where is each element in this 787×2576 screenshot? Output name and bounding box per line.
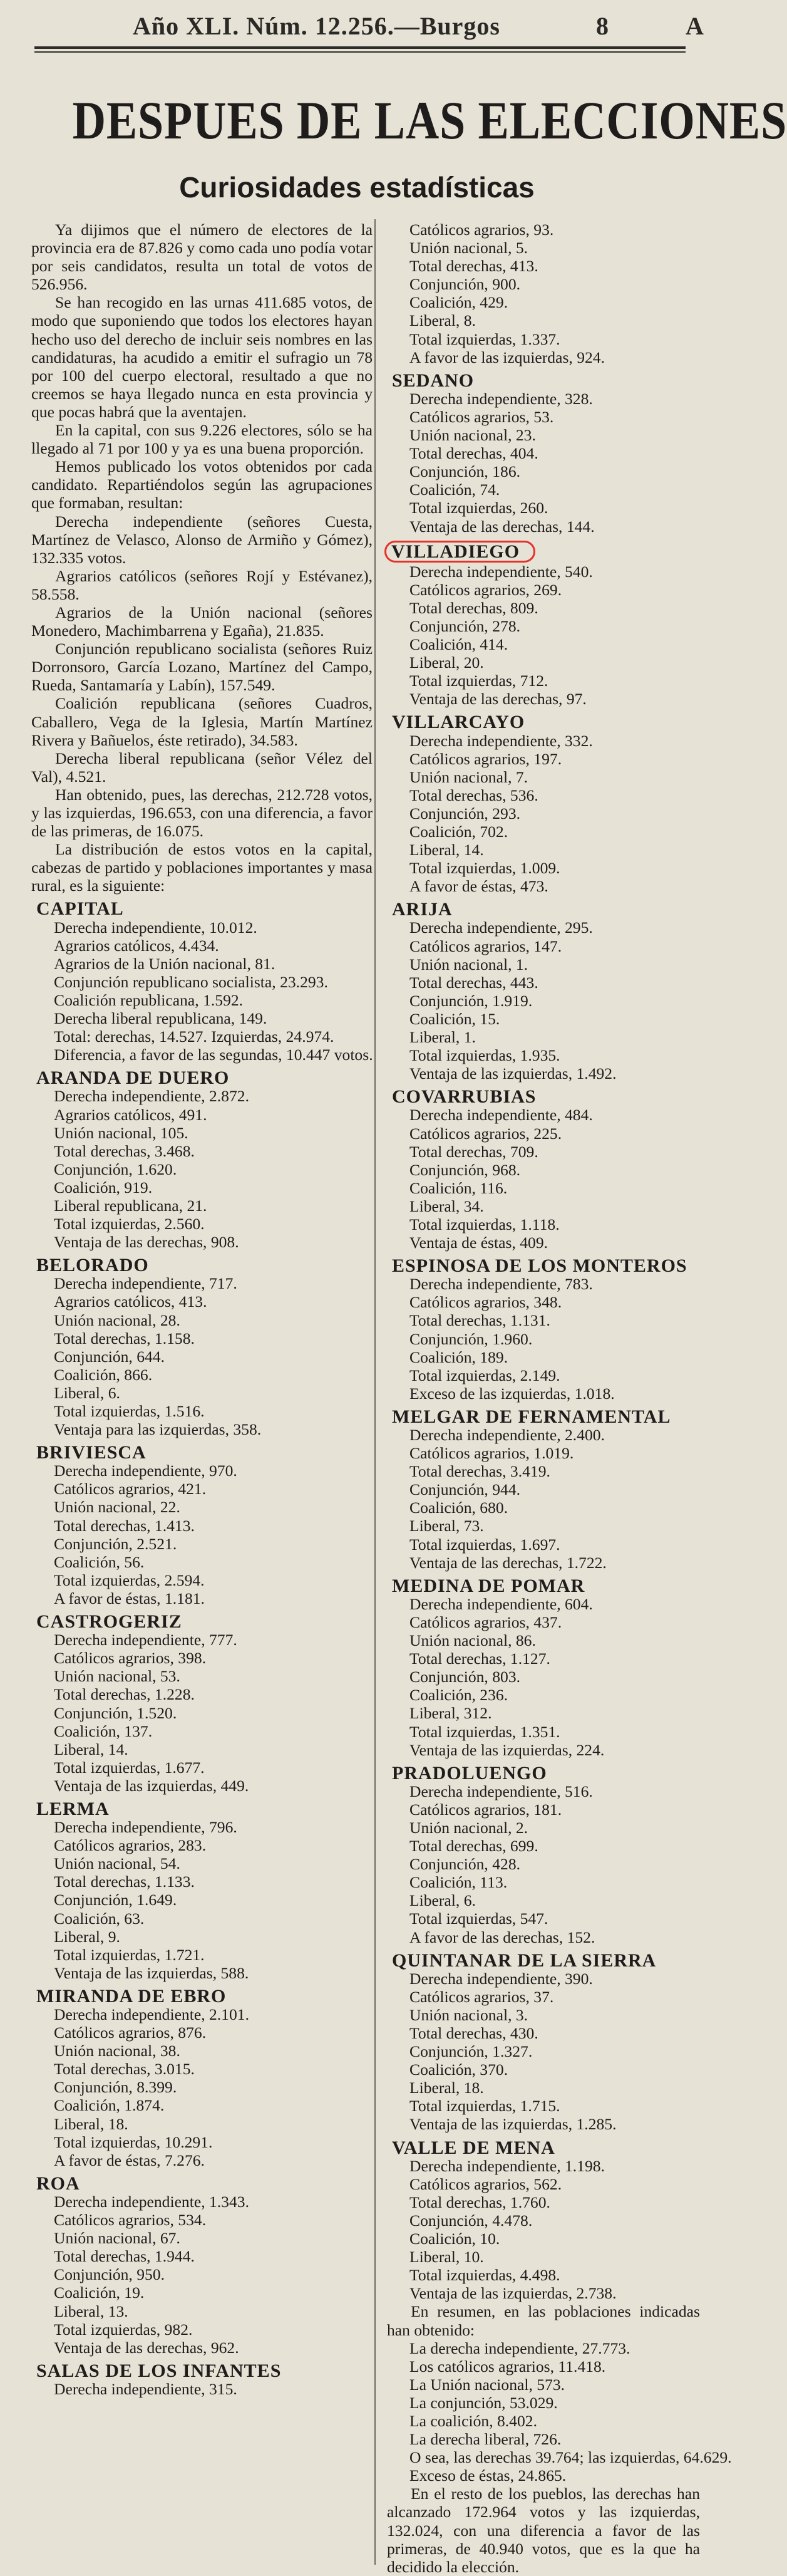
result-line: Conjunción, 944. (409, 1480, 521, 1499)
town-heading: SEDANO (392, 370, 475, 391)
result-line: Católicos agrarios, 283. (54, 1836, 207, 1855)
result-line: Derecha independiente, 783. (409, 1275, 593, 1294)
resumen-line: La derecha independiente, 27.773. (409, 2339, 630, 2357)
result-line: Coalición, 113. (409, 1873, 508, 1892)
group-result-paragraph: Conjunción republicano socialista (señores Ruiz Dorronsoro, García Lozano, Martínez del Campo, Rueda, Santamaría y Labín), 157.549. (31, 640, 373, 695)
right-column (387, 221, 732, 2576)
group-result-paragraph: Agrarios católicos (señores Rojí y Estévanez), 58.558. (31, 566, 373, 603)
result-line: A favor de las izquierdas, 924. (409, 348, 605, 366)
result-line: Total derechas, 443. (409, 973, 538, 992)
result-line: Liberal, 312. (409, 1704, 492, 1723)
town-heading: VALLE DE MENA (392, 2137, 555, 2158)
result-line: Ventaja de las izquierdas, 1.285. (409, 2115, 617, 2134)
result-line: Ventaja de las izquierdas, 224. (409, 1740, 605, 1759)
result-line: Unión nacional, 2. (409, 1818, 528, 1837)
town-heading: LERMA (36, 1798, 110, 1819)
result-line: Coalición, 63. (54, 1909, 145, 1928)
result-line: Derecha independiente, 332. (409, 731, 593, 750)
result-line: Unión nacional, 53. (54, 1667, 180, 1686)
resumen-line: La Unión nacional, 573. (409, 2375, 565, 2394)
result-line: Católicos agrarios, 348. (409, 1293, 562, 1312)
article-subhead: Curiosidades estadísticas (179, 171, 535, 204)
result-line: Católicos agrarios, 37. (409, 1987, 554, 2006)
result-line: Derecha independiente, 390. (409, 1969, 593, 1988)
result-line: Total izquierdas, 982. (54, 2320, 193, 2339)
left-column (31, 221, 373, 2398)
result-line: Coalición, 919. (54, 1178, 153, 1197)
result-line: Total izquierdas, 1.516. (54, 1402, 205, 1420)
result-line: Unión nacional, 22. (54, 1498, 180, 1517)
resumen-line: La coalición, 8.402. (409, 2411, 537, 2430)
group-result-paragraph: Coalición republicana (señores Cuadros, Caballero, Vega de la Iglesia, Martín Martínez Rivera y Bañuelos, éste retirado), 34.583. (31, 694, 373, 749)
result-line: Coalición, 19. (54, 2283, 145, 2302)
result-line: Agrarios de la Unión nacional, 81. (54, 954, 275, 973)
result-line: Coalición, 74. (409, 480, 500, 499)
body-paragraph: Hemos publicado los votos obtenidos por cada candidato. Repartiéndolos según las agrupaciones que formaban, resultan: (31, 457, 373, 512)
group-result-paragraph: Derecha independiente (señores Cuesta, Martínez de Velasco, Alonso de Armiño y Gómez), 132.335 votos. (31, 512, 373, 567)
result-line: Total izquierdas, 712. (409, 672, 548, 690)
summary-paragraph: Han obtenido, pues, las derechas, 212.728 votos, y las izquierdas, 196.653, con una diferencia, a favor de las primeras, de 16.075. (31, 785, 373, 841)
resumen-line: Los católicos agrarios, 11.418. (409, 2357, 606, 2376)
result-line: Total izquierdas, 1.337. (409, 330, 560, 348)
result-line: Coalición, 56. (54, 1552, 145, 1571)
result-line: Total derechas, 1.127. (409, 1649, 550, 1668)
group-result-paragraph: Agrarios de la Unión nacional (señores Monedero, Machimbarrena y Egaña), 21.835. (31, 603, 373, 640)
result-line: A favor de las derechas, 152. (409, 1928, 595, 1946)
resumen-line: Exceso de éstas, 24.865. (409, 2466, 567, 2485)
result-line: Coalición, 236. (409, 1686, 508, 1705)
result-line: Liberal, 73. (409, 1517, 484, 1535)
town-heading: MELGAR DE FERNAMENTAL (392, 1406, 671, 1427)
result-line: Ventaja de éstas, 409. (409, 1233, 548, 1252)
result-line: Derecha independiente, 10.012. (54, 918, 257, 937)
result-line: Unión nacional, 67. (54, 2229, 180, 2248)
result-line: Conjunción, 278. (409, 616, 521, 635)
result-line: Conjunción, 186. (409, 462, 521, 481)
result-line: Conjunción, 293. (409, 804, 521, 823)
result-line: Total derechas, 536. (409, 786, 538, 804)
result-line: Unión nacional, 23. (409, 426, 536, 445)
result-line: Unión nacional, 5. (409, 239, 528, 257)
result-line: Derecha independiente, 295. (409, 918, 593, 937)
result-line: Coalición, 189. (409, 1348, 508, 1366)
result-line: Liberal, 10. (409, 2248, 484, 2267)
result-line: Total izquierdas, 10.291. (54, 2132, 213, 2151)
group-result-paragraph: Derecha liberal republicana (señor Vélez del Val), 4.521. (31, 749, 373, 786)
result-line: Coalición, 414. (409, 635, 508, 654)
result-line: Derecha independiente, 2.400. (409, 1426, 605, 1444)
result-line: Liberal, 9. (54, 1927, 120, 1946)
town-heading: MIRANDA DE EBRO (36, 1985, 227, 2007)
result-line: Exceso de las izquierdas, 1.018. (409, 1384, 615, 1403)
result-line: Derecha independiente, 970. (54, 1462, 237, 1480)
result-line: Total derechas, 1.158. (54, 1329, 195, 1348)
result-line: Coalición, 10. (409, 2230, 500, 2248)
town-heading: BELORADO (36, 1255, 149, 1276)
result-line: Conjunción, 1.620. (54, 1160, 177, 1178)
result-line: Total derechas, 1.413. (54, 1516, 195, 1535)
result-line: Coalición, 137. (54, 1722, 153, 1740)
result-line: Total izquierdas, 1.721. (54, 1945, 205, 1964)
highlighted-town-name: VILLADIEGO (384, 541, 535, 563)
result-line: A favor de éstas, 7.276. (54, 2151, 205, 2169)
result-line: Ventaja de las derechas, 908. (54, 1233, 239, 1252)
result-line: Agrarios católicos, 4.434. (54, 936, 219, 955)
result-line: Conjunción, 428. (409, 1855, 521, 1874)
result-line: Conjunción, 1.520. (54, 1703, 177, 1722)
result-line: Liberal, 6. (409, 1891, 476, 1910)
result-line: Total izquierdas, 1.697. (409, 1535, 560, 1554)
body-paragraph: En la capital, con sus 9.226 electores, sólo se ha llegado al 71 por 100 y ya es una buena proporción. (31, 421, 373, 458)
body-paragraph: Ya dijimos que el número de electores de la provincia era de 87.826 y como cada uno podía votar por seis candidatos, resulta un total de votos de 526.956. (31, 221, 373, 294)
town-heading: ARIJA (392, 899, 453, 920)
result-line: Católicos agrarios, 147. (409, 937, 562, 955)
result-line: Unión nacional, 1. (409, 955, 528, 974)
result-line: Conjunción, 644. (54, 1347, 165, 1366)
result-line: A favor de éstas, 473. (409, 877, 548, 896)
result-line: Católicos agrarios, 421. (54, 1480, 207, 1498)
result-line: Coalición, 680. (409, 1498, 508, 1517)
result-line: Total izquierdas, 260. (409, 499, 548, 517)
result-line: Liberal, 14. (54, 1740, 128, 1758)
result-line: Unión nacional, 28. (54, 1311, 180, 1329)
result-line: Conjunción, 950. (54, 2265, 165, 2284)
result-line: Conjunción, 803. (409, 1668, 521, 1686)
result-line: Unión nacional, 54. (54, 1854, 180, 1873)
result-line: Católicos agrarios, 269. (409, 580, 562, 599)
result-line: Ventaja de las derechas, 144. (409, 517, 595, 536)
result-line: Total izquierdas, 4.498. (409, 2266, 560, 2285)
result-line: Derecha independiente, 604. (409, 1594, 593, 1613)
result-line: Total derechas, 1.228. (54, 1685, 195, 1704)
result-line: Derecha independiente, 2.872. (54, 1087, 249, 1106)
result-line: Católicos agrarios, 181. (409, 1800, 562, 1819)
result-line: Conjunción, 1.960. (409, 1329, 533, 1348)
result-line: Total derechas, 1.133. (54, 1872, 195, 1891)
result-line: Ventaja de las izquierdas, 449. (54, 1776, 249, 1795)
masthead-fragment: A (686, 12, 704, 40)
result-line: Total izquierdas, 2.560. (54, 1215, 205, 1233)
town-heading: COVARRUBIAS (392, 1086, 537, 1108)
article-headline: DESPUES DE LAS ELECCIONES (72, 90, 787, 150)
result-line: Liberal, 1. (409, 1028, 476, 1047)
masthead-rule (34, 46, 686, 49)
result-line: Total derechas, 430. (409, 2024, 538, 2042)
result-line: Conjunción, 1.649. (54, 1891, 177, 1909)
result-line: Ventaja para las izquierdas, 358. (54, 1420, 262, 1439)
result-line: Conjunción, 900. (409, 275, 521, 294)
result-line: Coalición, 429. (409, 293, 508, 312)
result-line: Conjunción, 8.399. (54, 2078, 177, 2097)
result-line: Unión nacional, 86. (409, 1631, 536, 1650)
result-line: Liberal, 13. (54, 2302, 128, 2320)
town-heading: ARANDA DE DUERO (36, 1067, 230, 1089)
result-line: Católicos agrarios, 53. (409, 407, 554, 426)
result-line: Unión nacional, 3. (409, 2005, 528, 2024)
result-line: Total izquierdas, 547. (409, 1909, 548, 1928)
result-line: Total: derechas, 14.527. Izquierdas, 24.974. (54, 1027, 334, 1046)
result-line: Total derechas, 1.131. (409, 1311, 550, 1330)
result-line: Derecha independiente, 1.198. (409, 2156, 605, 2175)
result-line: Liberal, 14. (409, 841, 484, 860)
result-line: Total derechas, 404. (409, 444, 538, 463)
result-line: Católicos agrarios, 437. (409, 1613, 562, 1631)
result-line: Liberal, 18. (54, 2114, 128, 2133)
result-line: Total izquierdas, 1.935. (409, 1046, 560, 1065)
resumen-line: La derecha liberal, 726. (409, 2430, 562, 2449)
result-line: Coalición republicana, 1.592. (54, 990, 244, 1009)
result-line: Total izquierdas, 2.594. (54, 1571, 205, 1589)
result-line: Total derechas, 699. (409, 1837, 538, 1856)
town-heading: QUINTANAR DE LA SIERRA (392, 1950, 657, 1971)
result-line: Conjunción, 2.521. (54, 1534, 177, 1553)
result-line: Católicos agrarios, 534. (54, 2211, 207, 2230)
result-line: Derecha independiente, 796. (54, 1818, 237, 1837)
result-line: Agrarios católicos, 491. (54, 1105, 207, 1124)
result-line: Coalición, 702. (409, 823, 508, 841)
result-line: Coalición, 866. (54, 1365, 153, 1384)
result-line: Derecha independiente, 777. (54, 1631, 237, 1649)
result-line: Derecha independiente, 1.343. (54, 2192, 249, 2211)
result-line: Conjunción, 4.478. (409, 2211, 533, 2230)
town-heading: SALAS DE LOS INFANTES (36, 2360, 282, 2381)
result-line: Total derechas, 1.944. (54, 2247, 195, 2266)
result-line: Conjunción, 1.327. (409, 2042, 533, 2061)
result-line: Total derechas, 709. (409, 1142, 538, 1161)
town-heading: CAPITAL (36, 898, 124, 920)
result-line: Liberal, 18. (409, 2079, 484, 2097)
resumen-line: O sea, las derechas 39.764; las izquierdas, 64.629. (409, 2448, 732, 2467)
result-line: Coalición, 15. (409, 1009, 500, 1028)
result-line: Católicos agrarios, 562. (409, 2174, 562, 2193)
result-line: Derecha independiente, 516. (409, 1782, 593, 1800)
town-heading: BRIVIESCA (36, 1442, 147, 1463)
result-line: Derecha independiente, 540. (409, 562, 593, 581)
result-line: Total derechas, 413. (409, 257, 538, 276)
result-line: Unión nacional, 38. (54, 2042, 180, 2060)
result-line: Ventaja de las derechas, 1.722. (409, 1553, 607, 1572)
resumen-intro: En resumen, en las poblaciones indicadas han obtenido: (387, 2302, 700, 2339)
town-heading: VILLARCAYO (392, 712, 525, 733)
town-heading: MEDINA DE POMAR (392, 1575, 585, 1596)
result-line: Conjunción, 1.919. (409, 991, 533, 1010)
result-line: Conjunción, 968. (409, 1160, 521, 1179)
town-heading (387, 541, 700, 563)
result-line: Derecha independiente, 328. (409, 389, 593, 408)
result-line: Total derechas, 3.468. (54, 1141, 195, 1160)
result-line: Católicos agrarios, 876. (54, 2023, 207, 2042)
result-line: Liberal, 6. (54, 1383, 120, 1402)
result-line: Conjunción republicano socialista, 23.293. (54, 972, 328, 991)
result-line: Derecha independiente, 2.101. (54, 2005, 249, 2023)
result-line: Derecha liberal republicana, 149. (54, 1009, 267, 1028)
result-line: Total izquierdas, 1.715. (409, 2097, 560, 2116)
result-line: Agrarios católicos, 413. (54, 1292, 207, 1311)
result-line: Total izquierdas, 1.118. (409, 1215, 560, 1233)
result-line: Unión nacional, 7. (409, 767, 528, 786)
masthead-page-number: 8 (596, 12, 609, 40)
result-line: Liberal, 34. (409, 1197, 484, 1215)
result-line: Ventaja de las izquierdas, 2.738. (409, 2284, 617, 2303)
result-line: Derecha independiente, 717. (54, 1274, 237, 1293)
result-line: Total derechas, 809. (409, 598, 538, 617)
result-line: Coalición, 370. (409, 2060, 508, 2079)
result-line: Total izquierdas, 2.149. (409, 1366, 560, 1384)
column-rule (374, 219, 376, 2565)
result-line: Coalición, 1.874. (54, 2096, 165, 2115)
town-heading: PRADOLUENGO (392, 1762, 547, 1784)
result-line: Ventaja de las derechas, 962. (54, 2338, 239, 2357)
masthead (0, 0, 709, 44)
masthead-issue: Año XLI. Núm. 12.256.—Burgos (133, 12, 500, 40)
result-line: Liberal republicana, 21. (54, 1196, 207, 1215)
result-line: Total derechas, 3.419. (409, 1462, 550, 1481)
result-line: Coalición, 116. (409, 1178, 508, 1197)
result-line: Católicos agrarios, 398. (54, 1649, 207, 1668)
town-heading: ESPINOSA DE LOS MONTEROS (392, 1255, 687, 1277)
result-line: Total izquierdas, 1.351. (409, 1722, 560, 1741)
result-line: Unión nacional, 105. (54, 1123, 188, 1142)
body-paragraph: Se han recogido en las urnas 411.685 votos, de modo que suponiendo que todos los electores hayan hecho uso del derecho de incluir seis nombres en las candidaturas, ha acudido a emitir el sufragio un 78 por 100 del cuerpo electoral, resultado a que no creemos se haya llegado nunca en esta provincia y que pocas habrá que la aventajen. (31, 293, 373, 421)
result-line: Ventaja de las derechas, 97. (409, 690, 587, 709)
resumen-line: La conjunción, 53.029. (409, 2393, 558, 2412)
result-line: A favor de éstas, 1.181. (54, 1589, 205, 1607)
result-line: Liberal, 8. (409, 311, 476, 330)
result-line: Ventaja de las izquierdas, 588. (54, 1963, 249, 1982)
result-line: Total derechas, 3.015. (54, 2060, 195, 2079)
town-heading: ROA (36, 2173, 80, 2194)
result-line: Ventaja de las izquierdas, 1.492. (409, 1064, 617, 1083)
distribution-intro: La distribución de estos votos en la capital, cabezas de partido y poblaciones importantes y masa rural, es la siguiente: (31, 840, 373, 895)
result-line: Católicos agrarios, 197. (409, 749, 562, 768)
result-line: Derecha independiente, 315. (54, 2379, 237, 2398)
result-line: Católicos agrarios, 225. (409, 1124, 562, 1143)
result-line: Diferencia, a favor de las segundas, 10.447 votos. (54, 1046, 373, 1064)
result-line: Total izquierdas, 1.009. (409, 859, 560, 878)
closing-paragraph: En el resto de los pueblos, las derechas han alcanzado 172.964 votos y las izquierdas, 132.024, con una diferencia a favor de las primeras, de 40.940 votos, que es la que ha decidido la elección. (387, 2485, 700, 2576)
result-line: Liberal, 20. (409, 653, 484, 672)
result-line: Católicos agrarios, 93. (409, 221, 554, 239)
result-line: Derecha independiente, 484. (409, 1106, 593, 1124)
result-line: Católicos agrarios, 1.019. (409, 1444, 574, 1463)
masthead-rule-thin (34, 51, 686, 53)
result-line: Total izquierdas, 1.677. (54, 1758, 205, 1777)
result-line: Total derechas, 1.760. (409, 2193, 550, 2211)
town-heading: CASTROGERIZ (36, 1611, 182, 1633)
